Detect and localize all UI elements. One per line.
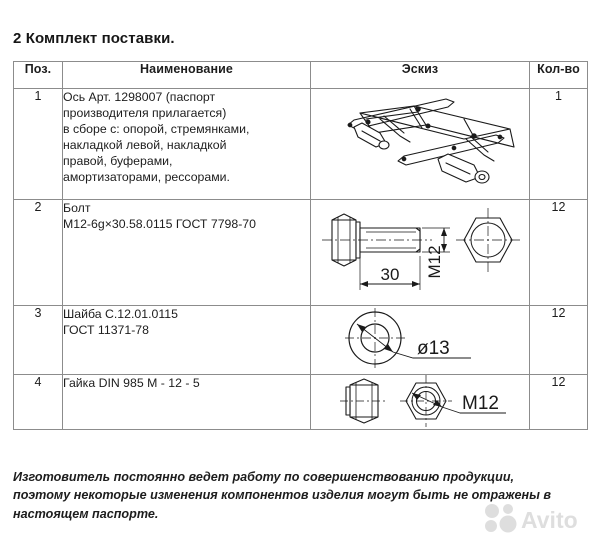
row-position: 3 (14, 306, 63, 375)
name-line: М12-6g×30.58.0115 ГОСТ 7798-70 (63, 217, 256, 232)
row-position: 2 (14, 200, 63, 306)
row-name (63, 375, 311, 430)
note-line: настоящем паспорте. (13, 506, 159, 521)
row-sketch (311, 375, 530, 430)
column-header-name: Наименование (63, 62, 311, 89)
table-row (14, 200, 588, 306)
row-name (63, 89, 311, 200)
page-title: 2 Комплект поставки. (13, 30, 175, 47)
name-line: ГОСТ 11371-78 (63, 323, 149, 338)
bolt-thread-label: M12 (425, 245, 444, 279)
nut-thread-label: M12 (462, 393, 499, 414)
row-name (63, 200, 311, 306)
bolt-length-label: 30 (380, 265, 400, 284)
note-line: поэтому некоторые изменения компонентов изделия могут быть не отражены в (13, 488, 551, 503)
table-header-row (14, 62, 588, 89)
column-header-pos: Поз. (14, 62, 63, 89)
table-row (14, 375, 588, 430)
column-header-sketch: Эскиз (311, 62, 530, 89)
row-sketch (311, 306, 530, 375)
row-quantity: 1 (530, 89, 588, 200)
name-line: Болт (63, 201, 91, 215)
row-position: 4 (14, 375, 63, 430)
name-line: Шайба С.12.01.0115 (63, 307, 178, 321)
manufacturer-note (13, 468, 587, 523)
hex-bolt-drawing (311, 200, 529, 298)
row-quantity: 12 (530, 306, 588, 375)
axle-assembly-drawing (311, 89, 529, 197)
table-row (14, 306, 588, 375)
table-row (14, 89, 588, 200)
name-line: накладкой левой, накладкой (63, 138, 227, 153)
row-quantity: 12 (530, 200, 588, 306)
row-quantity: 12 (530, 375, 588, 430)
name-line: правой, буферами, (63, 154, 173, 169)
row-sketch (311, 89, 530, 200)
name-line: в сборе с: опорой, стремянками, (63, 122, 250, 137)
lock-nut-drawing (311, 375, 529, 427)
washer-drawing (311, 306, 529, 370)
name-line: амортизаторами, рессорами. (63, 170, 230, 185)
row-name (63, 306, 311, 375)
delivery-kit-table (13, 61, 588, 430)
name-line: производителя прилагается) (63, 106, 227, 121)
name-line: Ось Арт. 1298007 (паспорт (63, 90, 216, 104)
row-position: 1 (14, 89, 63, 200)
column-header-qty: Кол-во (530, 62, 588, 89)
name-line: Гайка DIN 985 M - 12 - 5 (63, 376, 200, 390)
washer-diameter-label: ø13 (417, 338, 450, 359)
avito-wordmark: Avito (521, 507, 578, 533)
row-sketch (311, 200, 530, 306)
note-line: Изготовитель постоянно ведет работу по совершенствованию продукции, (13, 470, 515, 484)
